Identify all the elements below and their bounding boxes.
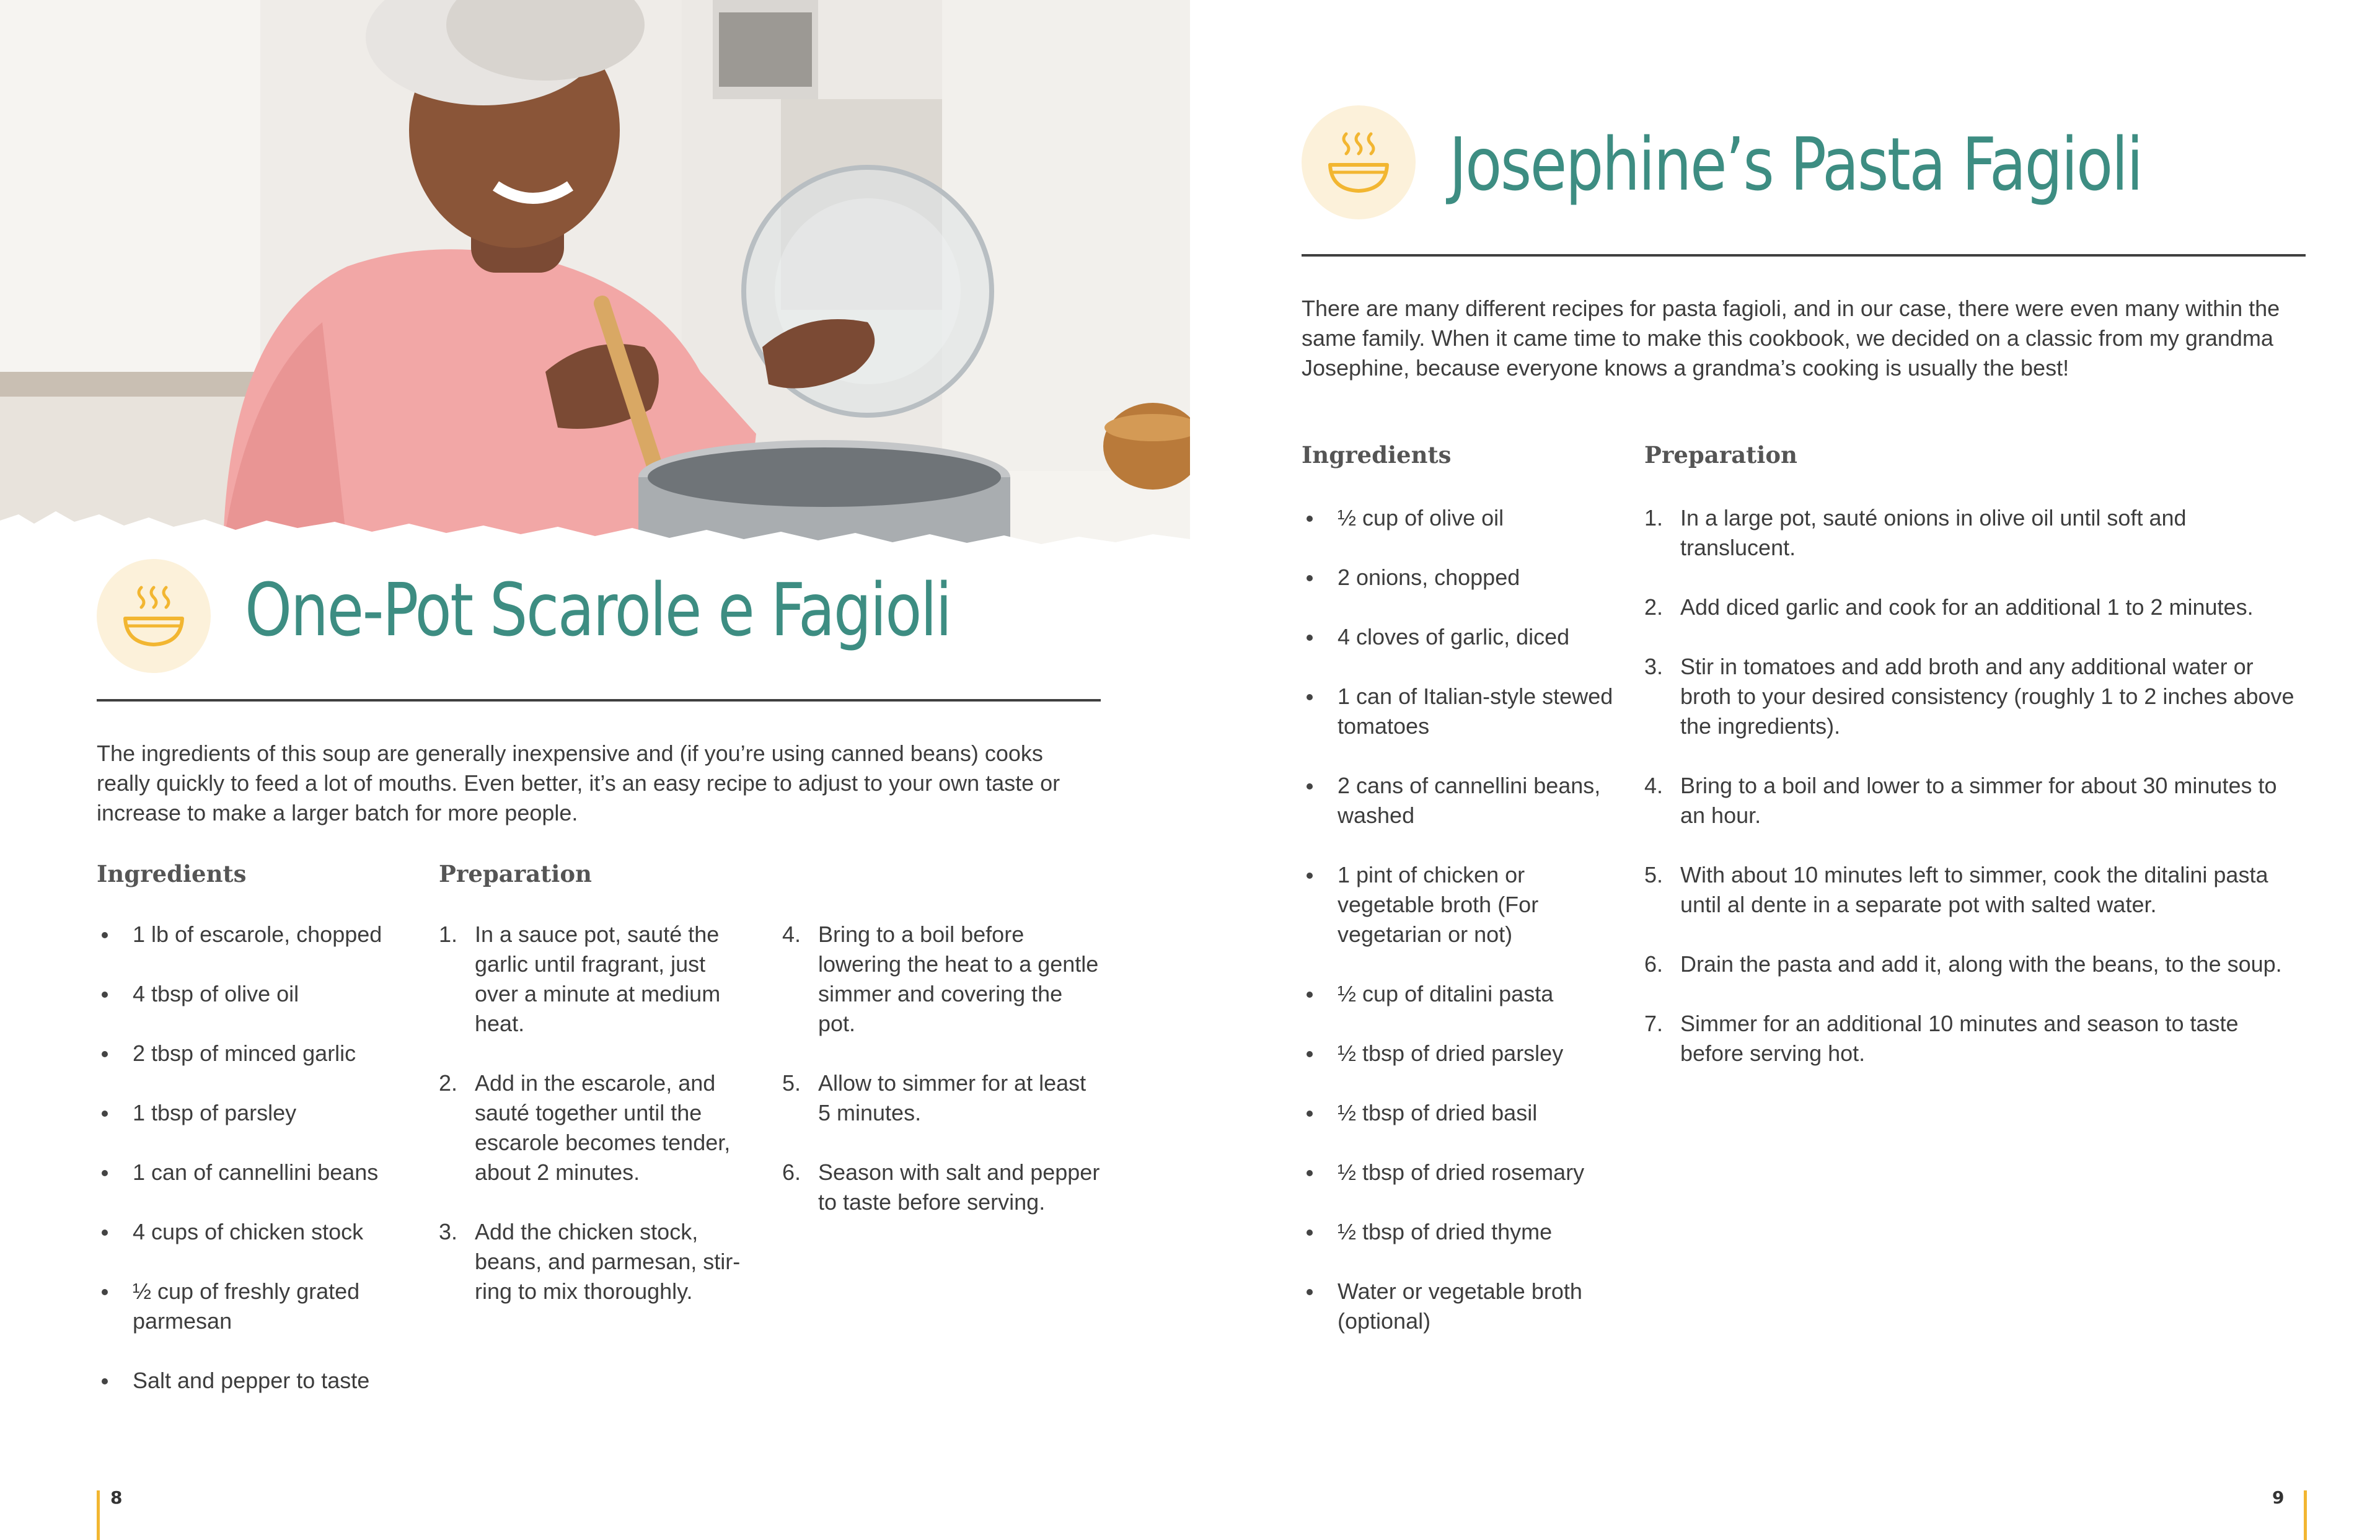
step-text: Add in the escarole, and sauté together until the escarole becomes tender, about 2 minutes.: [475, 1070, 731, 1185]
step-number: 2.: [1644, 594, 1664, 620]
list-item: 1 pint of chicken or vegetable broth (For vegetarian or not): [1302, 860, 1624, 949]
list-item: 1 can of Italian-style stewed tomatoes: [1302, 682, 1624, 741]
page-number: 8: [110, 1487, 123, 1508]
step-text: Drain the pasta and add it, along with the beans, to the soup.: [1680, 951, 2282, 977]
step-number: 4.: [782, 922, 801, 947]
list-item: ½ tbsp of dried thyme: [1302, 1217, 1624, 1247]
step-text: Add the chicken stock, beans, and parmesan, stir-ring to mix thoroughly.: [475, 1219, 741, 1304]
right-page: [1190, 0, 2380, 1540]
left-ingredients-heading: Ingredients: [97, 860, 247, 887]
step-number: 6.: [1644, 951, 1664, 977]
step-item: [439, 920, 755, 1039]
page-marker-bar: [97, 1490, 100, 1540]
list-item: 1 can of cannellini beans: [97, 1158, 419, 1187]
step-number: 7.: [1644, 1011, 1664, 1036]
step-text: Bring to a boil before lowering the heat to a gentle simmer and covering the pot.: [818, 922, 1099, 1036]
left-title-rule: [97, 699, 1101, 702]
step-text: In a sauce pot, sauté the garlic until fragrant, just over a minute at medium heat.: [475, 922, 721, 1036]
list-item: Salt and pepper to taste: [97, 1366, 419, 1396]
list-item: ½ cup of freshly grated parmesan: [97, 1277, 419, 1336]
step-text: Bring to a boil and lower to a simmer for about 30 minutes to an hour.: [1680, 773, 2277, 828]
list-item: Water or vegetable broth (optional): [1302, 1277, 1624, 1336]
soup-bowl-icon: [97, 559, 211, 673]
right-preparation-heading: Preparation: [1644, 441, 1797, 469]
left-steps-column-2: [782, 920, 1102, 1217]
list-item: 1 tbsp of parsley: [97, 1098, 419, 1128]
right-recipe-title: Josephine’s Pasta Fagioli: [1449, 121, 2142, 207]
step-number: 1.: [439, 922, 458, 947]
step-text: In a large pot, sauté onions in olive oil until soft and translucent.: [1680, 505, 2187, 560]
step-item: [782, 920, 1102, 1039]
list-item: 4 cloves of garlic, diced: [1302, 622, 1624, 652]
step-number: 6.: [782, 1159, 801, 1185]
step-item: [782, 1068, 1102, 1128]
right-ingredients-heading: Ingredients: [1302, 441, 1452, 469]
step-item: [1644, 503, 2307, 563]
step-number: 3.: [1644, 654, 1664, 679]
right-steps-list: [1644, 503, 2307, 1068]
left-steps-column-1: [439, 920, 755, 1306]
list-item: ½ cup of olive oil: [1302, 503, 1624, 533]
list-item: ½ cup of ditalini pasta: [1302, 979, 1624, 1009]
list-item: ½ tbsp of dried basil: [1302, 1098, 1624, 1128]
list-item: 2 tbsp of minced garlic: [97, 1039, 419, 1068]
step-text: Allow to simmer for at least 5 minutes.: [818, 1070, 1086, 1125]
page-number: 9: [2272, 1487, 2285, 1508]
step-item: [439, 1217, 755, 1306]
list-item: 1 lb of escarole, chopped: [97, 920, 419, 949]
step-text: Simmer for an additional 10 minutes and season to taste before serving hot.: [1680, 1011, 2239, 1066]
step-item: [1644, 860, 2307, 920]
right-ingredients-list: [1302, 503, 1624, 1336]
right-intro-text: There are many different recipes for pasta fagioli, and in our case, there were even many within the same family. When it came time to make this cookbook, we decided on a classic from my grandma Josephine, because everyone knows a grandma’s cooking is usually the best!: [1302, 296, 2280, 381]
list-item: 2 onions, chopped: [1302, 563, 1624, 592]
left-intro-text: The ingredients of this soup are generally inexpensive and (if you’re using canned beans) cooks really quickly to feed a lot of mouths. Even better, it’s an easy recipe to adjust to your own taste or increase to make a larger batch for more people.: [97, 741, 1060, 825]
list-item: 4 cups of chicken stock: [97, 1217, 419, 1247]
list-item: ½ tbsp of dried parsley: [1302, 1039, 1624, 1068]
step-number: 2.: [439, 1070, 458, 1096]
step-item: [1644, 771, 2307, 830]
step-text: Add diced garlic and cook for an additional 1 to 2 minutes.: [1680, 594, 2254, 620]
step-text: With about 10 minutes left to simmer, cook the ditalini pasta until al dente in a separate pot with salted water.: [1680, 862, 2268, 917]
step-number: 1.: [1644, 505, 1664, 530]
left-preparation-heading: Preparation: [439, 860, 592, 887]
step-item: [439, 1068, 755, 1187]
step-item: [1644, 652, 2307, 741]
step-number: 5.: [1644, 862, 1664, 887]
kitchen-scene-illustration: [0, 0, 1190, 545]
left-recipe-title: One-Pot Scarole e Fagioli: [245, 567, 951, 653]
step-item: [782, 1158, 1102, 1217]
cooking-photo: [0, 0, 1190, 545]
left-ingredients-list: [97, 920, 419, 1396]
step-text: Season with salt and pepper to taste before serving.: [818, 1159, 1100, 1215]
list-item: ½ tbsp of dried rosemary: [1302, 1158, 1624, 1187]
step-text: Stir in tomatoes and add broth and any additional water or broth to your desired consistency (roughly 1 to 2 inches above the ingredients).: [1680, 654, 2294, 739]
page-marker-bar: [2304, 1490, 2307, 1540]
list-item: 2 cans of cannellini beans, washed: [1302, 771, 1624, 830]
step-number: 5.: [782, 1070, 801, 1096]
step-item: [1644, 1009, 2307, 1068]
list-item: 4 tbsp of olive oil: [97, 979, 419, 1009]
step-item: [1644, 949, 2307, 979]
step-number: 3.: [439, 1219, 458, 1244]
step-item: [1644, 592, 2307, 622]
right-title-rule: [1302, 254, 2306, 257]
step-number: 4.: [1644, 773, 1664, 798]
soup-bowl-icon: [1302, 105, 1416, 219]
